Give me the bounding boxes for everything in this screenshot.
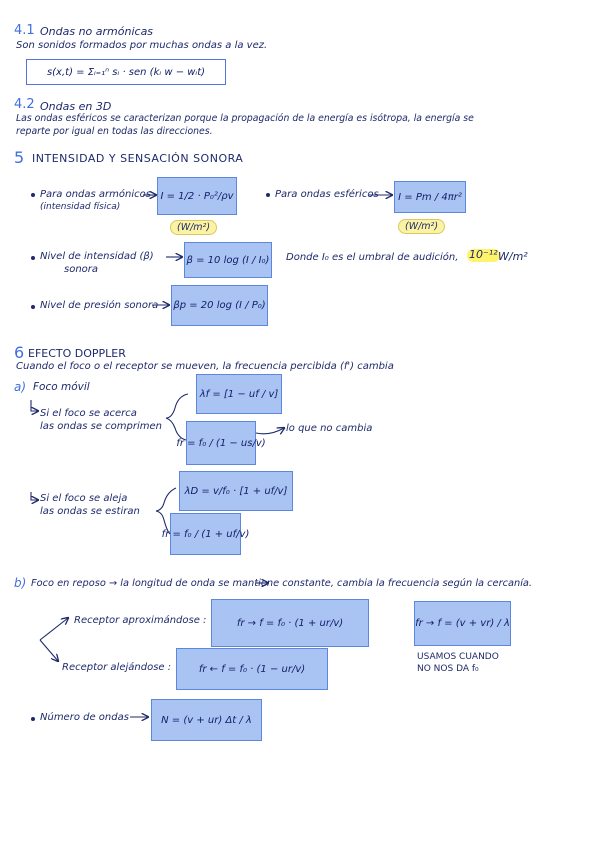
recede-line2: las ondas se estiran	[40, 506, 140, 517]
formula-frequency-approach: fr = f₀ / (1 − us/v)	[186, 421, 256, 465]
harmonic-sublabel: (intensidad física)	[40, 202, 121, 212]
section-title-5: INTENSIDAD Y SENSACIÓN SONORA	[32, 152, 244, 165]
section-number-4-1: 4.1	[14, 23, 35, 38]
threshold-value: 10⁻¹²	[469, 248, 498, 261]
side-note-line2: NO NOS DA f₀	[417, 664, 479, 674]
spherical-label: Para ondas esféricos	[275, 189, 379, 200]
unit-badge-spherical: (W/m²)	[398, 219, 445, 234]
threshold-note: Donde I₀ es el umbral de audición,	[286, 252, 459, 263]
formula-intensity-level: β = 10 log (I / I₀)	[184, 242, 272, 278]
part-b-label: b)	[14, 576, 27, 590]
part-b-title: Foco en reposo → la longitud de onda se mantiene constante, cambia la frecuencia según la cercanía.	[31, 578, 533, 589]
section-number-5: 5	[14, 148, 25, 167]
part-a-label: a)	[14, 380, 27, 394]
wave-count-label: Número de ondas	[40, 712, 129, 723]
section-title-4-2: Ondas en 3D	[40, 100, 112, 113]
formula-receiver-recede: fr ← f = f₀ · (1 − ur/v)	[176, 648, 328, 690]
formula-wavelength-recede: λD = v/f₀ · [1 + uf/v]	[179, 471, 293, 511]
intensity-level-sublabel: sonora	[64, 264, 99, 275]
threshold-unit: W/m²	[498, 250, 528, 263]
section-text-4-2-line2: reparte por igual en todas las direcciones.	[16, 126, 213, 137]
formula-wavelength-approach: λf = [1 − uf / v]	[196, 374, 282, 414]
formula-pressure-level: βp = 20 log (I / P₀)	[171, 285, 268, 326]
harmonic-label: Para ondas armónicos	[40, 189, 151, 200]
formula-receiver-approach: fr → f = f₀ · (1 + ur/v)	[211, 599, 369, 647]
formula-intensity-spherical: I = Pm / 4πr²	[394, 181, 466, 213]
formula-side-box: fr → f = (v + vr) / λ	[414, 601, 511, 646]
approach-line1: Si el foco se acerca	[40, 408, 137, 419]
section-title-4-1: Ondas no armónicas	[40, 25, 154, 38]
recede-line1: Si el foco se aleja	[40, 493, 128, 504]
doppler-intro: Cuando el foco o el receptor se mueven, la frecuencia percibida (f') cambia	[16, 361, 394, 372]
part-a-title: Foco móvil	[33, 381, 90, 393]
section-title-6: EFECTO DOPPLER	[28, 347, 126, 360]
side-note-line1: USAMOS CUANDO	[417, 652, 499, 662]
no-change-note: lo que no cambia	[286, 423, 373, 434]
section-text-4-1: Son sonidos formados por muchas ondas a la vez.	[16, 40, 268, 51]
unit-badge-harmonic: (W/m²)	[170, 220, 217, 235]
formula-frequency-recede: fr = f₀ / (1 + uf/v)	[170, 513, 241, 555]
section-number-6: 6	[14, 343, 25, 362]
formula-wave-count: N = (v + ur) Δt / λ	[151, 699, 262, 741]
section-text-4-2-line1: Las ondas esféricos se caracterizan porque la propagación de la energía es isótropa, la energía se	[16, 113, 474, 124]
intensity-level-label: Nivel de intensidad (β)	[40, 251, 154, 262]
section-number-4-2: 4.2	[14, 97, 35, 112]
formula-fourier-sum: s(x,t) = Σᵢ₌₁ⁿ sᵢ · sen (kᵢ w − wᵢt)	[26, 59, 226, 85]
pressure-level-label: Nivel de presión sonora	[40, 300, 159, 311]
approach-line2: las ondas se comprimen	[40, 421, 162, 432]
receiver-recede-label: Receptor alejándose :	[62, 662, 172, 673]
receiver-approach-label: Receptor aproximándose :	[74, 615, 207, 626]
formula-intensity-harmonic: I = 1/2 · P₀²/ρv	[157, 177, 237, 215]
